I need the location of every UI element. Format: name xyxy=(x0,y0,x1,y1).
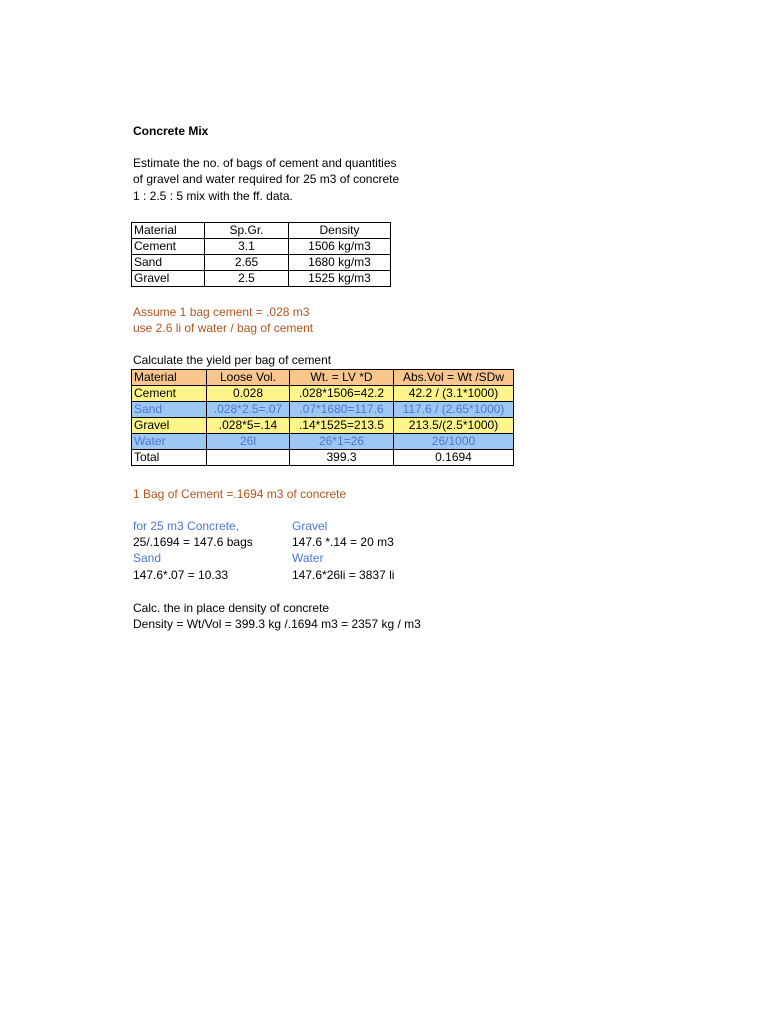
table-cell: Water xyxy=(132,434,207,450)
sand-calculation: 147.6*.07 = 10.33 xyxy=(133,568,229,582)
table-cell: 1525 kg/m3 xyxy=(289,271,391,287)
table-cell: .14*1525=213.5 xyxy=(290,418,394,434)
table-cell: 399.3 xyxy=(290,450,394,466)
result-line: 1 Bag of Cement =.1694 m3 of concrete xyxy=(133,487,347,501)
table-total-row xyxy=(132,450,514,466)
problem-line: of gravel and water required for 25 m3 of concrete xyxy=(133,172,400,186)
table-row xyxy=(132,386,514,402)
gravel-label: Gravel xyxy=(292,519,328,533)
table-row xyxy=(132,255,391,271)
problem-line: 1 : 2.5 : 5 mix with the ff. data. xyxy=(133,189,293,203)
table-cell: Total xyxy=(132,450,207,466)
material-properties-table xyxy=(131,222,391,287)
table-cell: .028*2.5=.07 xyxy=(207,402,290,418)
table-cell: 42.2 / (3.1*1000) xyxy=(394,386,514,402)
assumption-line: use 2.6 li of water / bag of cement xyxy=(133,321,314,335)
table-cell: 26l xyxy=(207,434,290,450)
table-cell: 2.65 xyxy=(205,255,289,271)
table-cell: 2.5 xyxy=(205,271,289,287)
concrete-label: for 25 m3 Concrete, xyxy=(133,519,240,533)
yield-table xyxy=(131,369,514,466)
table-cell: 3.1 xyxy=(205,239,289,255)
header-cell: Wt. = LV *D xyxy=(290,370,394,386)
header-cell: Material xyxy=(132,223,205,239)
header-cell: Material xyxy=(132,370,207,386)
gravel-calculation: 147.6 *.14 = 20 m3 xyxy=(292,535,394,549)
table-cell: 26/1000 xyxy=(394,434,514,450)
density-label: Calc. the in place density of concrete xyxy=(133,601,330,615)
density-formula: Density = Wt/Vol = 399.3 kg /.1694 m3 = 2357 kg / m3 xyxy=(133,617,421,631)
page-title: Concrete Mix xyxy=(133,124,209,138)
assumption-line: Assume 1 bag cement = .028 m3 xyxy=(133,305,310,319)
table-cell: 0.1694 xyxy=(394,450,514,466)
table-cell: Cement xyxy=(132,239,205,255)
table-cell: Gravel xyxy=(132,418,207,434)
table-cell: 117.6 / (2.65*1000) xyxy=(394,402,514,418)
table-header-row xyxy=(132,370,514,386)
table-row xyxy=(132,402,514,418)
table-cell: 1506 kg/m3 xyxy=(289,239,391,255)
table-cell: 0.028 xyxy=(207,386,290,402)
water-calculation: 147.6*26li = 3837 li xyxy=(292,568,395,582)
table-cell: Gravel xyxy=(132,271,205,287)
table-cell: .028*1506=42.2 xyxy=(290,386,394,402)
table-cell: Cement xyxy=(132,386,207,402)
table-cell: Sand xyxy=(132,402,207,418)
table-cell: 26*1=26 xyxy=(290,434,394,450)
water-label: Water xyxy=(292,551,324,565)
table-row xyxy=(132,271,391,287)
table-cell: .07*1680=117.6 xyxy=(290,402,394,418)
header-cell: Loose Vol. xyxy=(207,370,290,386)
header-cell: Density xyxy=(289,223,391,239)
table-row xyxy=(132,434,514,450)
table-row xyxy=(132,418,514,434)
header-cell: Abs.Vol = Wt /SDw xyxy=(394,370,514,386)
bags-calculation: 25/.1694 = 147.6 bags xyxy=(133,535,253,549)
table-cell: 213.5/(2.5*1000) xyxy=(394,418,514,434)
yield-label: Calculate the yield per bag of cement xyxy=(133,353,332,367)
table-cell: 1680 kg/m3 xyxy=(289,255,391,271)
table-cell: .028*5=.14 xyxy=(207,418,290,434)
sand-label: Sand xyxy=(133,551,162,565)
table-row xyxy=(132,239,391,255)
table-cell xyxy=(207,450,290,466)
table-header-row xyxy=(132,223,391,239)
problem-line: Estimate the no. of bags of cement and quantities xyxy=(133,156,397,170)
header-cell: Sp.Gr. xyxy=(205,223,289,239)
table-cell: Sand xyxy=(132,255,205,271)
